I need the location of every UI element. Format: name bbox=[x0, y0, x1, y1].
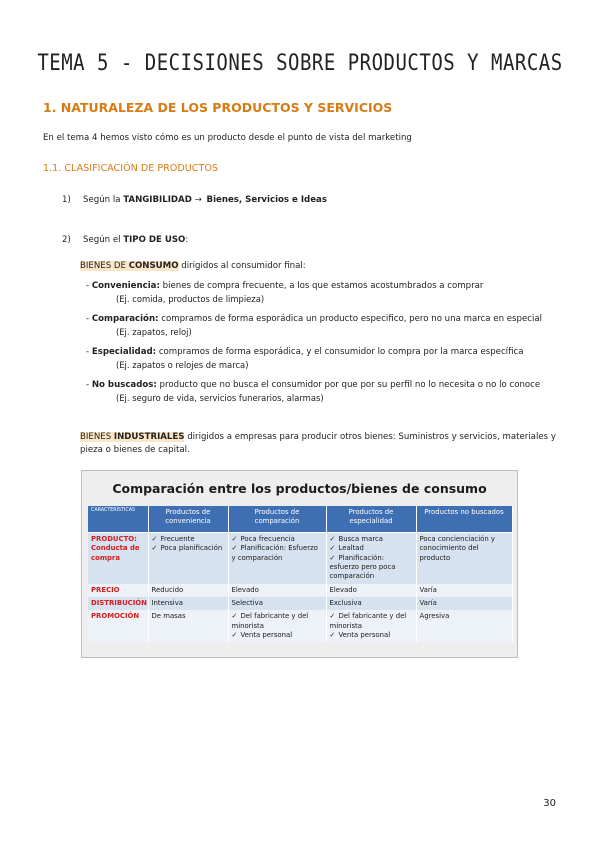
consumo-type-especialidad: - Especialidad: compramos de forma esporádica, y el consumidor lo compra por la marca específica bbox=[86, 347, 524, 357]
consumo-type-conveniencia: - Conveniencia: bienes de compra frecuente, a los que estamos acostumbrados a comprar bbox=[86, 281, 484, 291]
type-example: (Ej. comida, productos de limpieza) bbox=[116, 294, 265, 304]
cell-text: Venta personal bbox=[240, 630, 293, 639]
type-example: (Ej. seguro de vida, servicios funerarios, alarmas) bbox=[116, 393, 324, 403]
item-rest: Bienes, Servicios e Ideas bbox=[206, 195, 327, 205]
type-name: Comparación: bbox=[91, 314, 159, 324]
cell-text: Venta personal bbox=[338, 630, 391, 639]
industriales-line2: pieza o bienes de capital. bbox=[80, 445, 190, 455]
table-row-precio bbox=[88, 584, 512, 597]
industriales-line1 bbox=[80, 432, 575, 442]
check-icon: ✓ bbox=[151, 544, 158, 553]
check-icon: ✓ bbox=[329, 544, 336, 553]
consumo-type-comparacion: - Comparación: compramos de forma esporádica un producto especifico, pero no una marca en especial bbox=[86, 314, 543, 324]
cell-comparacion bbox=[228, 610, 326, 642]
cell-especialidad bbox=[326, 533, 416, 584]
arrow-icon: → bbox=[194, 195, 202, 205]
type-name: No buscados: bbox=[91, 380, 157, 390]
cell-text: Lealtad bbox=[338, 544, 364, 553]
check-icon: ✓ bbox=[231, 630, 238, 639]
row-label: PRODUCTO: Conducta de compra bbox=[88, 533, 148, 584]
type-desc: compramos de forma esporádica, y el consumidor lo compra por la marca específica bbox=[156, 347, 524, 357]
item-prefix: Según el bbox=[83, 235, 124, 245]
cell-text: Del fabricante y del minorista bbox=[231, 612, 309, 630]
cell-text: Planificación: Esfuerzo y comparación bbox=[231, 544, 318, 562]
comparison-table bbox=[88, 506, 513, 642]
cell-text: Poca frecuencia bbox=[240, 535, 295, 543]
type-desc: bienes de compra frecuente, a los que estamos acostumbrados a comprar bbox=[159, 281, 484, 291]
cell-no-buscados: Agresiva bbox=[416, 610, 512, 642]
section-heading: 1. NATURALEZA DE LOS PRODUCTOS Y SERVICIOS bbox=[43, 100, 393, 115]
header-conveniencia: Productos de conveniencia bbox=[148, 506, 228, 533]
consumo-type-no-buscados: - No buscados: producto que no busca el consumidor por que por su perfil no lo necesita o no lo conoce bbox=[86, 380, 541, 390]
table-row-producto bbox=[88, 533, 512, 584]
list-number-1: 1) bbox=[62, 195, 71, 205]
check-icon: ✓ bbox=[231, 612, 238, 621]
cell-conveniencia bbox=[148, 533, 228, 584]
check-icon: ✓ bbox=[329, 612, 336, 621]
cell-conveniencia: De masas bbox=[148, 610, 228, 642]
consumo-label-a: BIENES DE bbox=[80, 261, 129, 271]
industriales-label-a: BIENES bbox=[80, 432, 114, 442]
type-desc: compramos de forma esporádica un producto especifico, pero no una marca en especial bbox=[158, 314, 543, 324]
document-title: TEMA 5 - DECISIONES SOBRE PRODUCTOS Y MARCAS bbox=[37, 50, 563, 76]
type-desc: producto que no busca el consumidor por que por su perfil no lo necesita o no lo conoce bbox=[156, 380, 541, 390]
type-example: (Ej. zapatos o relojes de marca) bbox=[116, 360, 249, 370]
row-label: DISTRIBUCIÓN bbox=[88, 597, 148, 610]
check-icon: ✓ bbox=[329, 553, 336, 562]
cell-conveniencia: Reducido bbox=[148, 584, 228, 597]
item-colon: : bbox=[185, 235, 189, 245]
item-keyword: TANGIBILIDAD bbox=[123, 195, 192, 205]
type-name: Especialidad: bbox=[91, 347, 157, 357]
cell-no-buscados: Varía bbox=[416, 597, 512, 610]
cell-conveniencia: Intensiva bbox=[148, 597, 228, 610]
list-item-tipo-uso bbox=[83, 235, 188, 245]
cell-comparacion bbox=[228, 533, 326, 584]
check-icon: ✓ bbox=[151, 535, 158, 543]
industriales-desc: dirigidos a empresas para producir otros bienes: Suministros y servicios, materiales y bbox=[184, 432, 556, 442]
table-header-row bbox=[88, 506, 512, 533]
cell-comparacion: Elevado bbox=[228, 584, 326, 597]
comparison-title: Comparación entre los productos/bienes de consumo bbox=[112, 481, 487, 496]
cell-text: Busca marca bbox=[338, 535, 384, 543]
page-number: 30 bbox=[543, 798, 556, 809]
row-label: PROMOCIÓN bbox=[88, 610, 148, 642]
subsection-heading: 1.1. CLASIFICACIÓN DE PRODUCTOS bbox=[43, 163, 218, 174]
list-number-2: 2) bbox=[62, 235, 71, 245]
consumo-intro bbox=[80, 261, 306, 271]
header-especialidad: Productos de especialidad bbox=[326, 506, 416, 533]
cell-especialidad: Elevado bbox=[326, 584, 416, 597]
item-prefix: Según la bbox=[83, 195, 124, 205]
cell-especialidad bbox=[326, 610, 416, 642]
check-icon: ✓ bbox=[329, 630, 336, 639]
table-row-distribucion bbox=[88, 597, 512, 610]
table-row-promocion bbox=[88, 610, 512, 642]
check-icon: ✓ bbox=[329, 535, 336, 543]
consumo-label bbox=[80, 261, 179, 271]
cell-text: Poca planificación bbox=[160, 544, 223, 553]
cell-text: Del fabricante y del minorista bbox=[329, 612, 407, 630]
header-comparacion: Productos de comparación bbox=[228, 506, 326, 533]
list-item-tangibilidad bbox=[83, 195, 327, 205]
industriales-label-b: INDUSTRIALES bbox=[113, 432, 185, 442]
type-name: Conveniencia: bbox=[91, 281, 160, 291]
item-keyword: TIPO DE USO bbox=[123, 235, 186, 245]
consumo-desc: dirigidos al consumidor final: bbox=[178, 261, 306, 271]
cell-comparacion: Selectiva bbox=[228, 597, 326, 610]
cell-no-buscados: Poca concienciación y conocimiento del producto bbox=[416, 533, 512, 584]
cell-especialidad: Exclusiva bbox=[326, 597, 416, 610]
check-icon: ✓ bbox=[231, 535, 238, 543]
check-icon: ✓ bbox=[231, 544, 238, 553]
type-example: (Ej. zapatos, reloj) bbox=[116, 327, 192, 337]
intro-paragraph: En el tema 4 hemos visto cómo es un producto desde el punto de vista del marketing bbox=[43, 133, 412, 143]
cell-text: Planificación: esfuerzo pero poca comparación bbox=[329, 553, 396, 581]
industriales-label bbox=[80, 432, 184, 442]
consumo-label-b: CONSUMO bbox=[128, 261, 179, 271]
header-no-buscados: Productos no buscados bbox=[416, 506, 512, 533]
cell-no-buscados: Varía bbox=[416, 584, 512, 597]
header-caracteristicas: CARACTERISTICAS bbox=[88, 506, 148, 533]
row-label: PRECIO bbox=[88, 584, 148, 597]
cell-text: Frecuente bbox=[160, 535, 195, 543]
